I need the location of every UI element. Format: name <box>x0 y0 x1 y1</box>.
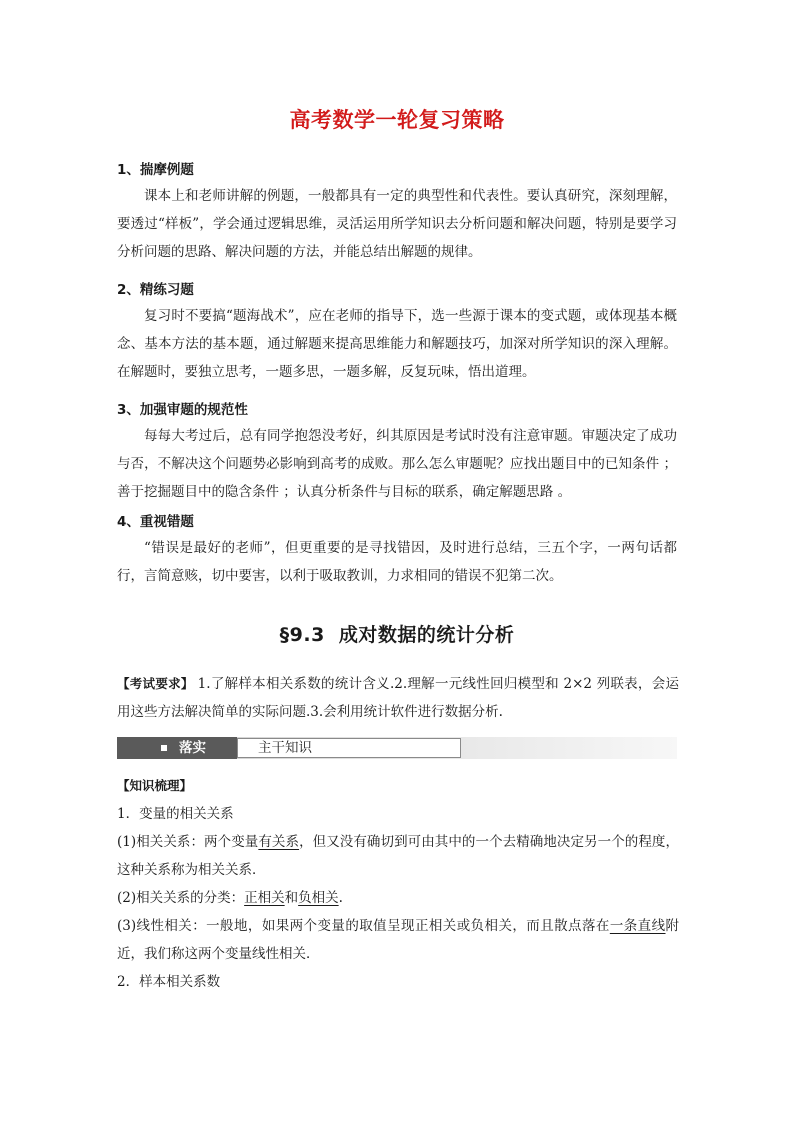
knowledge-item-1-2 <box>117 884 679 912</box>
knowledge-item-1: 1．变量的相关关系 <box>117 806 234 822</box>
section-heading: 3、加强审题的规范性 <box>117 402 248 418</box>
banner-light-label: 主干知识 <box>258 740 312 756</box>
section-1 <box>117 158 677 266</box>
requirement-tag: 【考试要求】 <box>117 676 194 691</box>
chapter-number: §9.3 <box>279 624 325 646</box>
text-segment: 附近，我们称这两个变量线性相关． <box>117 918 680 962</box>
exam-requirements <box>117 670 679 726</box>
requirement-text: 1.了解样本相关系数的统计含义.2.理解一元线性回归模型和 2×2 列联表，会运用这些方法解决简单的实际问题.3.会利用统计软件进行数据分析. <box>117 676 679 720</box>
chapter-name: 成对数据的统计分析 <box>338 624 515 646</box>
knowledge-label: 【知识梳理】 <box>117 778 193 793</box>
text-segment: (2)相关关系的分类： <box>117 890 245 906</box>
knowledge-section <box>117 772 679 996</box>
section-3 <box>117 398 677 506</box>
text-segment: (1)相关关系：两个变量 <box>117 834 259 850</box>
knowledge-item-1-1 <box>117 828 679 884</box>
section-heading: 2、精练习题 <box>117 282 194 298</box>
underlined-term: 有关系 <box>258 834 300 850</box>
underlined-term: 一条直线 <box>609 918 666 934</box>
section-paragraph: “错误是最好的老师”，但更重要的是寻找错因，及时进行总结，三五个字，一两句话都行，言简意赅，切中要害，以利于吸取教训，力求相同的错误不犯第二次。 <box>117 540 677 584</box>
knowledge-item-1-3 <box>117 912 679 968</box>
chapter-title <box>0 620 794 647</box>
banner-light-tab <box>237 738 461 758</box>
banner-dark-tab <box>117 737 237 759</box>
section-paragraph: 每每大考过后，总有同学抱怨没考好，纠其原因是考试时没有注意审题。审题决定了成功与否，不解决这个问题势必影响到高考的成败。那么怎么审题呢？应找出题目中的已知条件 ；善于挖掘题目中的隐含条件 ；认真分析条件与目标的联系，确定解题思路 。 <box>117 428 677 500</box>
page-title: 高考数学一轮复习策略 <box>289 108 505 132</box>
knowledge-item-2: 2．样本相关系数 <box>117 974 221 990</box>
square-bullet-icon <box>161 745 167 751</box>
underlined-term: 正相关 <box>244 890 285 906</box>
section-2 <box>117 278 677 386</box>
section-heading: 1、揣摩例题 <box>117 162 194 178</box>
section-paragraph: 复习时不要搞“题海战术”，应在老师的指导下，选一些源于课本的变式题，或体现基本概念、基本方法的基本题，通过解题来提高思维能力和解题技巧，加深对所学知识的深入理解。在解题时，要独立思考，一题多思，一题多解，反复玩味，悟出道理。 <box>117 308 677 380</box>
section-4 <box>117 510 677 590</box>
text-segment: ，但又没有确切到可由其中的一个去精确地决定另一个的程度，这种关系称为相关关系． <box>117 834 680 878</box>
underlined-term: 负相关 <box>298 890 339 906</box>
section-banner <box>117 737 677 759</box>
text-segment: (3)线性相关：一般地，如果两个变量的取值呈现正相关或负相关，而且散点落在 <box>117 918 610 934</box>
text-segment: . <box>338 890 343 906</box>
section-paragraph: 课本上和老师讲解的例题，一般都具有一定的典型性和代表性。要认真研究，深刻理解，要透过“样板”，学会通过逻辑思维，灵活运用所学知识去分析问题和解决问题，特别是要学习分析问题的思路、解决问题的方法，并能总结出解题的规律。 <box>117 188 677 260</box>
section-heading: 4、重视错题 <box>117 514 194 530</box>
banner-dark-label: 落实 <box>179 740 206 756</box>
text-segment: 和 <box>284 890 299 906</box>
